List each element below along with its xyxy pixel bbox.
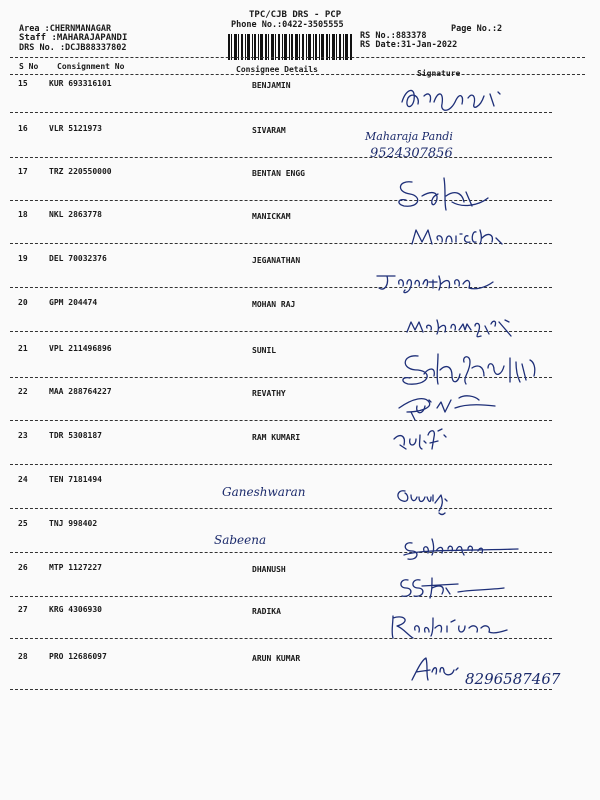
row-sno: 16 [18,124,28,133]
row-sno: 15 [18,79,28,88]
row-consignee: BENJAMIN [252,81,291,90]
signature-row-19 [375,268,510,300]
table-row [0,124,600,169]
table-row [0,475,600,520]
row-consignee: SIVARAM [252,126,286,135]
table-row [0,431,600,476]
header-divider [10,57,585,58]
row-divider [10,157,552,158]
row-consignee: ARUN KUMAR [252,654,301,663]
row-consignee: SUNIL [252,346,277,355]
row-consignee: RAM KUMARI [252,433,301,442]
row-consignment: TRZ 220550000 [49,167,112,176]
row-consignment: KUR 693316101 [49,79,112,88]
signature-note-name: Maharaja Pandi [365,130,453,143]
signature-row-25 [402,533,522,567]
row-consignee: MANICKAM [252,212,291,221]
document-title: TPC/CJB DRS - PCP [249,10,342,20]
row-sno: 21 [18,344,28,353]
row-consignment: TEN 7181494 [49,475,102,484]
row-sno: 25 [18,519,28,528]
row-sno: 20 [18,298,28,307]
signature-row-27 [385,612,515,646]
row-consignment: GPM 204474 [49,298,98,307]
table-row [0,210,600,255]
row-sno: 18 [18,210,28,219]
row-sno: 23 [18,431,28,440]
signature-row-17 [392,172,492,218]
row-sno: 28 [18,652,28,661]
column-consignee: Consignee Details [236,65,318,74]
row-consignment: KRG 4306930 [49,605,102,614]
row-consignment: MTP 1127227 [49,563,102,572]
row-divider [10,464,552,465]
row-consignee: JEGANATHAN [252,256,301,265]
row-sno: 17 [18,167,28,176]
row-divider [10,508,552,509]
rs-date: RS Date:31-Jan-2022 [360,40,458,50]
row-consignment: MAA 288764227 [49,387,112,396]
signature-row-18 [410,222,510,256]
signature-row-20 [405,312,525,346]
column-consignment: Consignment No [57,62,125,71]
column-divider [10,74,585,75]
row-consignee: REVATHY [252,389,286,398]
row-sno: 24 [18,475,28,484]
signature-row-21 [398,348,548,392]
row-sno: 22 [18,387,28,396]
row-handwritten-consignee: Sabeena [214,533,267,547]
row-consignment: TDR 5308187 [49,431,102,440]
table-row [0,563,600,608]
row-consignee: MOHAN RAJ [252,300,296,309]
drs-number: DRS No. :DCJB88337802 [19,43,127,53]
row-sno: 26 [18,563,28,572]
signature-note-phone-arun: 8296587467 [465,670,561,688]
signature-row-24 [395,485,455,529]
row-sno: 19 [18,254,28,263]
row-consignment: TNJ 998402 [49,519,98,528]
table-row [0,387,600,432]
row-handwritten-consignee: Ganeshwaran [222,485,306,499]
row-consignee: RADIKA [252,607,281,616]
page-number: Page No.:2 [451,24,503,34]
row-consignee: BENTAN ENGG [252,169,305,178]
phone-number: Phone No.:0422-3505555 [231,20,344,30]
column-signature: Signature [417,69,461,78]
row-consignment: DEL 70032376 [49,254,107,263]
signature-row-15 [398,82,508,122]
row-consignee: DHANUSH [252,565,286,574]
rs-number: RS No.:883378 [360,31,427,41]
area-label: Area :CHERNMANAGAR [19,24,112,34]
row-consignment: PRO 12686097 [49,652,107,661]
row-consignment: VLR 5121973 [49,124,102,133]
column-sno: S No [19,62,39,71]
table-row [0,254,600,299]
signature-row-23 [392,425,452,459]
row-consignment: VPL 211496896 [49,344,112,353]
row-divider [10,689,552,690]
signature-row-28 [408,654,468,688]
table-row [0,167,600,212]
signature-row-22 [395,390,505,424]
row-sno: 27 [18,605,28,614]
signature-note-phone: 9524307856 [370,146,453,161]
table-row [0,79,600,124]
staff-label: Staff :MAHARAJAPANDI [19,33,128,43]
signature-row-26 [398,574,508,606]
row-consignment: NKL 2863778 [49,210,102,219]
